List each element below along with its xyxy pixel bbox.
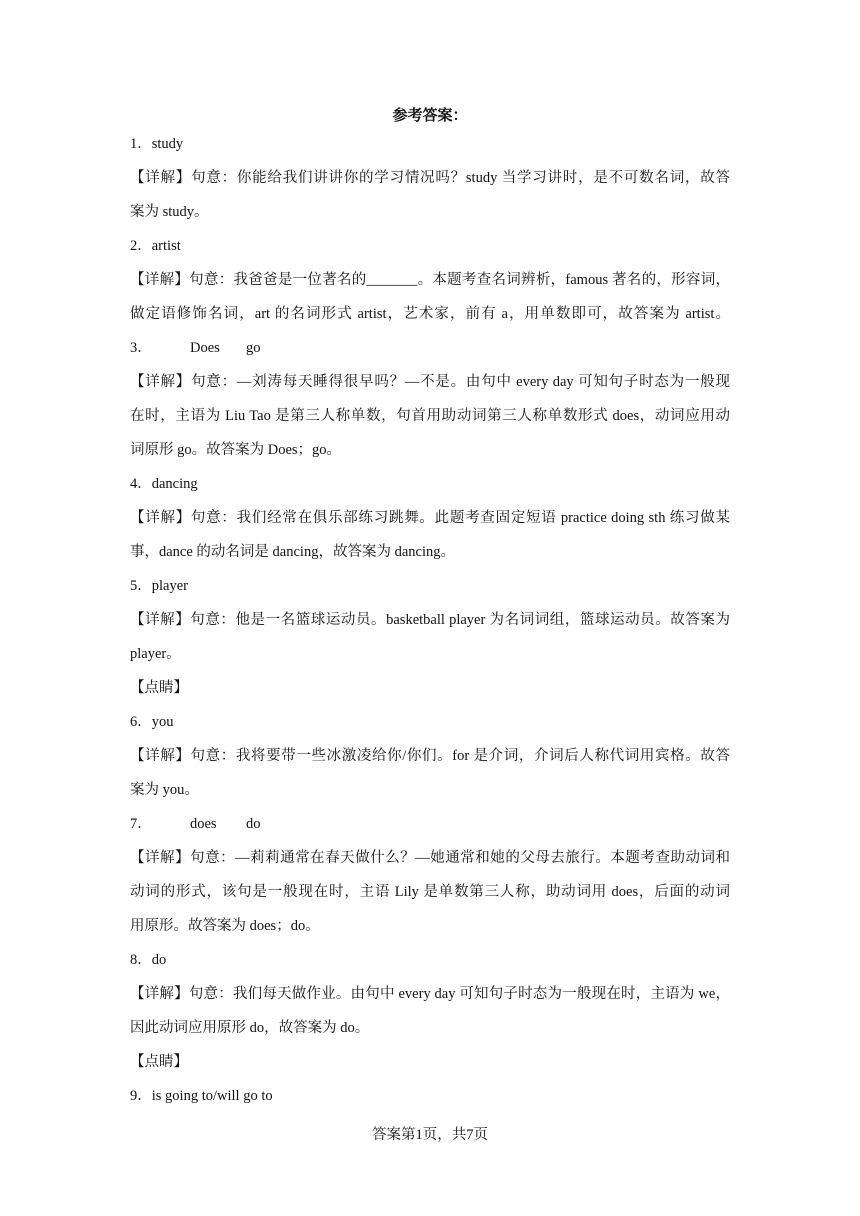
page-title: 参考答案： [392,108,468,124]
answer-3-number: 3． [130,340,152,356]
answer-7-number: 7． [130,816,152,832]
answer-3-word-2: go [246,340,261,356]
answer-2-detail-line-2: 做定语修饰名词，art 的名词形式 artist，艺术家，前有 a，用单数即可，故答案为 artist。 [130,306,730,322]
answer-3-detail-line-1: 【详解】句意：—刘涛每天睡得很早吗？—不是。由句中 every day 可知句子时态为一般现 [130,374,730,390]
answer-7-head [130,813,730,847]
answer-4-detail-line-1: 【详解】句意：我们经常在俱乐部练习跳舞。此题考查固定短语 practice doing sth 练习做某 [130,510,730,526]
answer-8-detail-line-2: 因此动词应用原形 do，故答案为 do。 [130,1020,370,1036]
answer-7-word-2: do [246,816,261,832]
answer-2-head: 2．artist [130,238,181,254]
answer-6-head: 6．you [130,714,174,730]
answer-3-detail-line-3: 词原形 go。故答案为 Does；go。 [130,442,342,458]
answer-5-tip: 【点睛】 [130,680,188,696]
answer-7-detail-line-2: 动词的形式，该句是一般现在时，主语 Lily 是单数第三人称，助动词用 does，后面的动词 [130,884,730,900]
answer-1-detail-line-2: 案为 study。 [130,204,209,220]
answer-6-detail-line-2: 案为 you。 [130,782,199,798]
answer-3-word-1: Does [190,340,220,356]
answer-8-head: 8．do [130,952,167,968]
answer-4-head: 4．dancing [130,476,198,492]
answer-8-tip: 【点睛】 [130,1054,188,1070]
answer-9-head: 9．is going to/will go to [130,1088,273,1104]
answer-5-detail-line-1: 【详解】句意：他是一名篮球运动员。basketball player 为名词词组，篮球运动员。故答案为 [130,612,730,628]
answer-7-detail-line-3: 用原形。故答案为 does；do。 [130,918,320,934]
answer-5-head: 5．player [130,578,188,594]
answer-8-detail-line-1: 【详解】句意：我们每天做作业。由句中 every day 可知句子时态为一般现在时，主语为 we， [130,986,730,1002]
answer-list [130,133,730,1119]
answer-7-detail-line-1: 【详解】句意：—莉莉通常在春天做什么？—她通常和她的父母去旅行。本题考查助动词和 [130,850,730,866]
answer-3-detail-line-2: 在时，主语为 Liu Tao 是第三人称单数，句首用助动词第三人称单数形式 does，动词应用动 [130,408,730,424]
answer-6-detail-line-1: 【详解】句意：我将要带一些冰激凌给你/你们。for 是介词，介词后人称代词用宾格。故答 [130,748,730,764]
answer-1-detail-line-1: 【详解】句意：你能给我们讲讲你的学习情况吗？study 当学习讲时，是不可数名词，故答 [130,170,730,186]
answer-1-head: 1．study [130,136,184,152]
answer-3-head [130,337,730,371]
answer-2-detail-line-1: 【详解】句意：我爸爸是一位著名的_______。本题考查名词辨析，famous 著名的，形容词， [130,272,730,288]
answer-4-detail-line-2: 事，dance 的动名词是 dancing，故答案为 dancing。 [130,544,455,560]
answer-7-word-1: does [190,816,217,832]
page-footer: 答案第1页，共7页 [372,1127,488,1143]
answer-5-detail-line-2: player。 [130,646,181,662]
